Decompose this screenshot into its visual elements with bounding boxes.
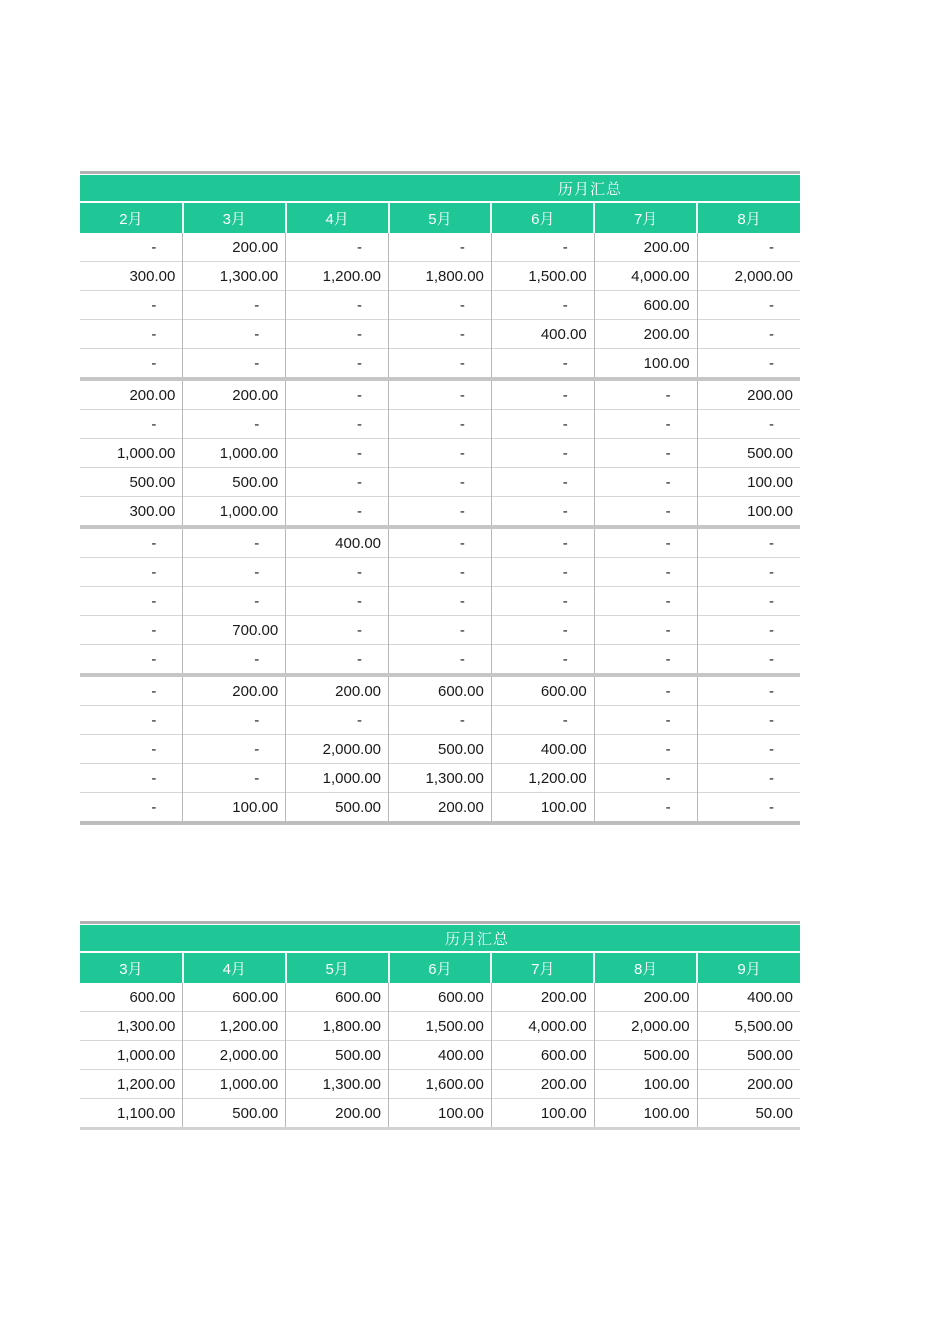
table-title: 历月汇总	[557, 180, 622, 198]
empty-cell: -	[183, 320, 286, 349]
empty-cell: -	[697, 764, 800, 793]
value-cell: 500.00	[389, 735, 492, 764]
value-cell: 400.00	[491, 735, 594, 764]
empty-cell: -	[594, 616, 697, 645]
value-cell: 600.00	[80, 983, 183, 1012]
value-cell: 600.00	[389, 983, 492, 1012]
table-row	[80, 410, 800, 439]
month-column-header: 5月	[286, 953, 389, 983]
empty-cell: -	[80, 675, 183, 706]
month-column-header: 6月	[491, 203, 594, 233]
empty-cell: -	[594, 468, 697, 497]
value-cell: 1,800.00	[286, 1012, 389, 1041]
empty-cell: -	[80, 616, 183, 645]
value-cell: 1,200.00	[286, 262, 389, 291]
empty-cell: -	[594, 497, 697, 528]
empty-cell: -	[389, 706, 492, 735]
value-cell: 100.00	[697, 468, 800, 497]
value-cell: 4,000.00	[594, 262, 697, 291]
month-header-row	[80, 203, 800, 233]
empty-cell: -	[389, 616, 492, 645]
month-column-header: 5月	[389, 203, 492, 233]
month-header-row	[80, 203, 800, 233]
empty-cell: -	[491, 587, 594, 616]
value-cell: 200.00	[286, 1099, 389, 1129]
empty-cell: -	[594, 587, 697, 616]
value-cell: 600.00	[183, 983, 286, 1012]
empty-cell: -	[491, 558, 594, 587]
table-title-row	[80, 175, 800, 203]
empty-cell: -	[286, 558, 389, 587]
table-title-row	[80, 925, 800, 953]
table-row	[80, 527, 800, 558]
empty-cell: -	[286, 497, 389, 528]
empty-cell: -	[491, 349, 594, 380]
empty-cell: -	[183, 558, 286, 587]
value-cell: 2,000.00	[183, 1041, 286, 1070]
empty-cell: -	[183, 645, 286, 676]
empty-cell: -	[80, 320, 183, 349]
empty-cell: -	[697, 675, 800, 706]
value-cell: 1,000.00	[183, 1070, 286, 1099]
empty-cell: -	[183, 764, 286, 793]
empty-cell: -	[389, 379, 492, 410]
month-header-row	[80, 953, 800, 983]
value-cell: 500.00	[183, 468, 286, 497]
empty-cell: -	[286, 233, 389, 262]
empty-cell: -	[286, 616, 389, 645]
empty-cell: -	[286, 706, 389, 735]
table-row	[80, 379, 800, 410]
empty-cell: -	[286, 320, 389, 349]
empty-cell: -	[491, 233, 594, 262]
value-cell: 400.00	[697, 983, 800, 1012]
value-cell: 2,000.00	[286, 735, 389, 764]
table-row	[80, 1041, 800, 1070]
value-cell: 200.00	[491, 1070, 594, 1099]
value-cell: 200.00	[183, 379, 286, 410]
month-column-header: 4月	[183, 953, 286, 983]
empty-cell: -	[389, 320, 492, 349]
table-row	[80, 616, 800, 645]
table-row	[80, 735, 800, 764]
value-cell: 400.00	[491, 320, 594, 349]
monthly-summary-grid-2	[80, 953, 800, 1130]
empty-cell: -	[183, 291, 286, 320]
value-cell: 4,000.00	[491, 1012, 594, 1041]
table-row	[80, 320, 800, 349]
empty-cell: -	[594, 410, 697, 439]
empty-cell: -	[594, 735, 697, 764]
value-cell: 200.00	[80, 379, 183, 410]
month-column-header: 2月	[80, 203, 183, 233]
table-row	[80, 645, 800, 676]
empty-cell: -	[80, 735, 183, 764]
value-cell: 600.00	[286, 983, 389, 1012]
table-row	[80, 468, 800, 497]
value-cell: 600.00	[491, 675, 594, 706]
value-cell: 200.00	[697, 1070, 800, 1099]
value-cell: 2,000.00	[594, 1012, 697, 1041]
monthly-summary-grid-1	[80, 203, 800, 825]
value-cell: 1,800.00	[389, 262, 492, 291]
empty-cell: -	[80, 410, 183, 439]
value-cell: 200.00	[183, 675, 286, 706]
empty-cell: -	[286, 291, 389, 320]
table-row	[80, 1012, 800, 1041]
empty-cell: -	[80, 793, 183, 824]
table-top-border	[80, 921, 800, 924]
row-group	[80, 527, 800, 675]
value-cell: 700.00	[183, 616, 286, 645]
empty-cell: -	[491, 379, 594, 410]
row-group	[80, 379, 800, 527]
value-cell: 2,000.00	[697, 262, 800, 291]
empty-cell: -	[491, 616, 594, 645]
value-cell: 600.00	[389, 675, 492, 706]
value-cell: 500.00	[183, 1099, 286, 1129]
value-cell: 1,000.00	[80, 1041, 183, 1070]
value-cell: 400.00	[286, 527, 389, 558]
empty-cell: -	[594, 527, 697, 558]
month-column-header: 4月	[286, 203, 389, 233]
value-cell: 1,300.00	[183, 262, 286, 291]
empty-cell: -	[697, 349, 800, 380]
empty-cell: -	[183, 527, 286, 558]
empty-cell: -	[80, 558, 183, 587]
value-cell: 600.00	[491, 1041, 594, 1070]
empty-cell: -	[491, 291, 594, 320]
table-row	[80, 1099, 800, 1129]
empty-cell: -	[389, 645, 492, 676]
empty-cell: -	[697, 735, 800, 764]
month-column-header: 6月	[389, 953, 492, 983]
empty-cell: -	[389, 349, 492, 380]
empty-cell: -	[286, 468, 389, 497]
row-group	[80, 675, 800, 823]
empty-cell: -	[697, 645, 800, 676]
value-cell: 100.00	[389, 1099, 492, 1129]
value-cell: 100.00	[697, 497, 800, 528]
empty-cell: -	[389, 291, 492, 320]
month-column-header: 9月	[697, 953, 800, 983]
value-cell: 300.00	[80, 262, 183, 291]
empty-cell: -	[389, 497, 492, 528]
empty-cell: -	[594, 379, 697, 410]
empty-cell: -	[594, 764, 697, 793]
value-cell: 1,000.00	[286, 764, 389, 793]
table-row	[80, 675, 800, 706]
table-row	[80, 983, 800, 1012]
empty-cell: -	[594, 793, 697, 824]
value-cell: 1,500.00	[491, 262, 594, 291]
empty-cell: -	[491, 645, 594, 676]
monthly-summary-table-1	[80, 171, 800, 825]
value-cell: 1,000.00	[183, 439, 286, 468]
empty-cell: -	[697, 527, 800, 558]
empty-cell: -	[286, 439, 389, 468]
value-cell: 1,500.00	[389, 1012, 492, 1041]
month-column-header: 8月	[697, 203, 800, 233]
value-cell: 200.00	[594, 983, 697, 1012]
value-cell: 500.00	[286, 1041, 389, 1070]
table-top-border	[80, 171, 800, 174]
value-cell: 500.00	[594, 1041, 697, 1070]
table-row	[80, 262, 800, 291]
empty-cell: -	[80, 291, 183, 320]
empty-cell: -	[80, 764, 183, 793]
value-cell: 100.00	[594, 1070, 697, 1099]
empty-cell: -	[80, 645, 183, 676]
month-column-header: 3月	[183, 203, 286, 233]
value-cell: 1,200.00	[491, 764, 594, 793]
table-row	[80, 291, 800, 320]
empty-cell: -	[286, 379, 389, 410]
value-cell: 100.00	[183, 793, 286, 824]
value-cell: 600.00	[594, 291, 697, 320]
row-group	[80, 233, 800, 379]
table-row	[80, 587, 800, 616]
value-cell: 500.00	[286, 793, 389, 824]
table-title: 历月汇总	[444, 930, 509, 948]
value-cell: 200.00	[594, 233, 697, 262]
empty-cell: -	[389, 233, 492, 262]
monthly-summary-table-2	[80, 921, 800, 1130]
empty-cell: -	[697, 587, 800, 616]
value-cell: 200.00	[594, 320, 697, 349]
empty-cell: -	[286, 349, 389, 380]
empty-cell: -	[491, 497, 594, 528]
empty-cell: -	[389, 410, 492, 439]
value-cell: 5,500.00	[697, 1012, 800, 1041]
empty-cell: -	[697, 558, 800, 587]
empty-cell: -	[183, 349, 286, 380]
value-cell: 50.00	[697, 1099, 800, 1129]
value-cell: 300.00	[80, 497, 183, 528]
month-column-header: 3月	[80, 953, 183, 983]
empty-cell: -	[697, 291, 800, 320]
empty-cell: -	[491, 468, 594, 497]
table-row	[80, 764, 800, 793]
empty-cell: -	[183, 735, 286, 764]
value-cell: 1,200.00	[80, 1070, 183, 1099]
empty-cell: -	[183, 587, 286, 616]
empty-cell: -	[697, 706, 800, 735]
value-cell: 1,300.00	[80, 1012, 183, 1041]
value-cell: 500.00	[697, 1041, 800, 1070]
value-cell: 1,300.00	[389, 764, 492, 793]
table-row	[80, 233, 800, 262]
table-row	[80, 349, 800, 380]
month-column-header: 8月	[594, 953, 697, 983]
empty-cell: -	[697, 410, 800, 439]
value-cell: 200.00	[183, 233, 286, 262]
empty-cell: -	[286, 645, 389, 676]
empty-cell: -	[594, 439, 697, 468]
value-cell: 1,300.00	[286, 1070, 389, 1099]
value-cell: 100.00	[491, 793, 594, 824]
value-cell: 200.00	[389, 793, 492, 824]
value-cell: 200.00	[697, 379, 800, 410]
empty-cell: -	[389, 439, 492, 468]
empty-cell: -	[491, 410, 594, 439]
table-row	[80, 558, 800, 587]
table-row	[80, 1070, 800, 1099]
month-header-row	[80, 953, 800, 983]
value-cell: 500.00	[80, 468, 183, 497]
value-cell: 100.00	[594, 349, 697, 380]
value-cell: 400.00	[389, 1041, 492, 1070]
empty-cell: -	[389, 558, 492, 587]
empty-cell: -	[697, 793, 800, 824]
value-cell: 1,100.00	[80, 1099, 183, 1129]
empty-cell: -	[594, 675, 697, 706]
table-row	[80, 793, 800, 824]
empty-cell: -	[697, 320, 800, 349]
month-column-header: 7月	[491, 953, 594, 983]
value-cell: 100.00	[594, 1099, 697, 1129]
empty-cell: -	[80, 706, 183, 735]
empty-cell: -	[389, 587, 492, 616]
empty-cell: -	[286, 587, 389, 616]
empty-cell: -	[183, 410, 286, 439]
empty-cell: -	[594, 645, 697, 676]
empty-cell: -	[491, 527, 594, 558]
empty-cell: -	[594, 558, 697, 587]
empty-cell: -	[697, 233, 800, 262]
value-cell: 200.00	[491, 983, 594, 1012]
value-cell: 1,000.00	[183, 497, 286, 528]
table-row	[80, 497, 800, 528]
empty-cell: -	[80, 349, 183, 380]
month-column-header: 7月	[594, 203, 697, 233]
table-row	[80, 439, 800, 468]
row-group	[80, 983, 800, 1129]
value-cell: 1,600.00	[389, 1070, 492, 1099]
empty-cell: -	[286, 410, 389, 439]
empty-cell: -	[80, 587, 183, 616]
empty-cell: -	[389, 468, 492, 497]
empty-cell: -	[183, 706, 286, 735]
value-cell: 1,000.00	[80, 439, 183, 468]
empty-cell: -	[80, 527, 183, 558]
empty-cell: -	[80, 233, 183, 262]
table-row	[80, 706, 800, 735]
empty-cell: -	[389, 527, 492, 558]
value-cell: 500.00	[697, 439, 800, 468]
empty-cell: -	[491, 439, 594, 468]
empty-cell: -	[594, 706, 697, 735]
value-cell: 1,200.00	[183, 1012, 286, 1041]
value-cell: 200.00	[286, 675, 389, 706]
empty-cell: -	[491, 706, 594, 735]
value-cell: 100.00	[491, 1099, 594, 1129]
empty-cell: -	[697, 616, 800, 645]
